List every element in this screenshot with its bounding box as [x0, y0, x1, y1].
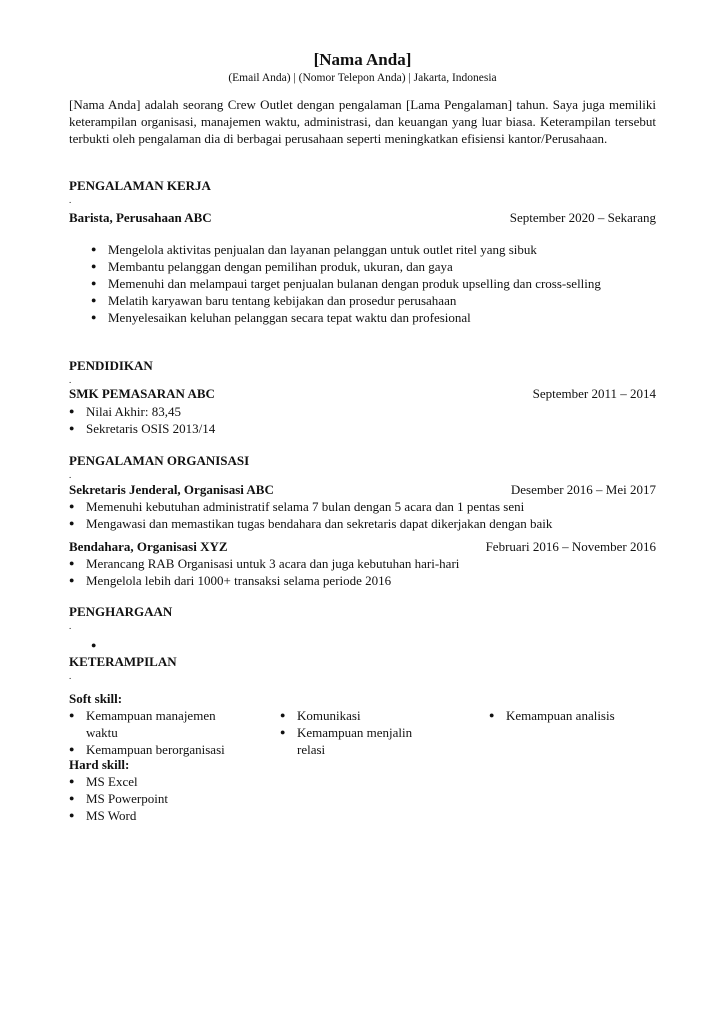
- resume-name: [Nama Anda]: [313, 50, 412, 69]
- list-item: ● MS Excel: [69, 773, 369, 790]
- org-role-row: [69, 482, 656, 498]
- section-marker: .: [69, 375, 72, 385]
- list-item: ● Mengawasi dan memastikan tugas bendahara dan sekretaris dapat dikerjakan dengan baik: [69, 515, 656, 532]
- list-item: ● MS Powerpoint: [69, 790, 369, 807]
- section-marker: .: [69, 470, 72, 480]
- org-role-title: Sekretaris Jenderal, Organisasi ABC: [69, 482, 274, 497]
- list-item: ● Mengelola lebih dari 1000+ transaksi selama periode 2016: [69, 572, 656, 589]
- list-item: ● Nilai Akhir: 83,45: [69, 403, 656, 420]
- soft-skill-column-2: [280, 707, 430, 758]
- section-heading-awards: PENGHARGAAN: [69, 604, 173, 619]
- section-marker: .: [69, 621, 72, 631]
- hard-skill-label: Hard skill:: [69, 757, 130, 772]
- job-row: [69, 210, 656, 226]
- org-bullet-list: [69, 498, 656, 532]
- hard-skill-list: [69, 773, 369, 824]
- org-role-date: Desember 2016 – Mei 2017: [510, 482, 656, 497]
- soft-skill-column-3: [489, 707, 656, 724]
- list-item: ● Membantu pelanggan dengan pemilihan produk, ukuran, dan gaya: [91, 258, 656, 275]
- org-role-row: [69, 539, 656, 555]
- list-item: ● Memenuhi dan melampaui target penjualan bulanan dengan produk upselling dan cross-selling: [91, 275, 656, 292]
- list-item: ● Mengelola aktivitas penjualan dan layanan pelanggan untuk outlet ritel yang sibuk: [91, 241, 656, 258]
- job-title: Barista, Perusahaan ABC: [69, 210, 212, 225]
- school-name: SMK PEMASARAN ABC: [69, 386, 215, 401]
- soft-skill-column-1: [69, 707, 244, 758]
- section-heading-skills: KETERAMPILAN: [69, 654, 177, 669]
- list-item: ● MS Word: [69, 807, 369, 824]
- soft-skill-label: Soft skill:: [69, 691, 123, 706]
- contact-line: (Email Anda) | (Nomor Telepon Anda) | Jakarta, Indonesia: [228, 72, 497, 84]
- list-item: ● Sekretaris OSIS 2013/14: [69, 420, 656, 437]
- section-heading-experience: PENGALAMAN KERJA: [69, 178, 211, 193]
- org-role-date: Februari 2016 – November 2016: [485, 539, 656, 554]
- list-item: ● Kemampuan menjalin relasi: [280, 724, 430, 758]
- education-bullet-list: [69, 403, 656, 437]
- list-item: ● Kemampuan analisis: [489, 707, 656, 724]
- list-item: ● Kemampuan berorganisasi: [69, 741, 244, 758]
- empty-bullet: ●: [91, 640, 97, 650]
- list-item: ● Kemampuan manajemen waktu: [69, 707, 244, 741]
- section-heading-education: PENDIDIKAN: [69, 358, 153, 373]
- list-item: ● Merancang RAB Organisasi untuk 3 acara dan juga kebutuhan hari-hari: [69, 555, 656, 572]
- section-heading-organization: PENGALAMAN ORGANISASI: [69, 453, 250, 468]
- education-date: September 2011 – 2014: [532, 386, 656, 401]
- list-item: ● Komunikasi: [280, 707, 430, 724]
- job-bullet-list: [91, 241, 656, 326]
- list-item: ● Memenuhi kebutuhan administratif selama 7 bulan dengan 5 acara dan 1 pentas seni: [69, 498, 656, 515]
- summary-paragraph: [Nama Anda] adalah seorang Crew Outlet dengan pengalaman [Lama Pengalaman] tahun. Saya juga memiliki keterampilan organisasi, manajemen waktu, administrasi, dan keuangan yang luar biasa. Keterampilan tersebut terbukti oleh pengalaman dia di berbagai perusahaan seperti meningkatkan efisiensi kantor/Perusahaan.: [69, 97, 656, 146]
- org-role-title: Bendahara, Organisasi XYZ: [69, 539, 228, 554]
- education-row: [69, 386, 656, 402]
- job-date: September 2020 – Sekarang: [509, 210, 656, 225]
- list-item: ● Melatih karyawan baru tentang kebijakan dan prosedur perusahaan: [91, 292, 656, 309]
- section-marker: .: [69, 671, 72, 681]
- section-marker: .: [69, 195, 72, 205]
- org-bullet-list: [69, 555, 656, 589]
- list-item: ● Menyelesaikan keluhan pelanggan secara tepat waktu dan profesional: [91, 309, 656, 326]
